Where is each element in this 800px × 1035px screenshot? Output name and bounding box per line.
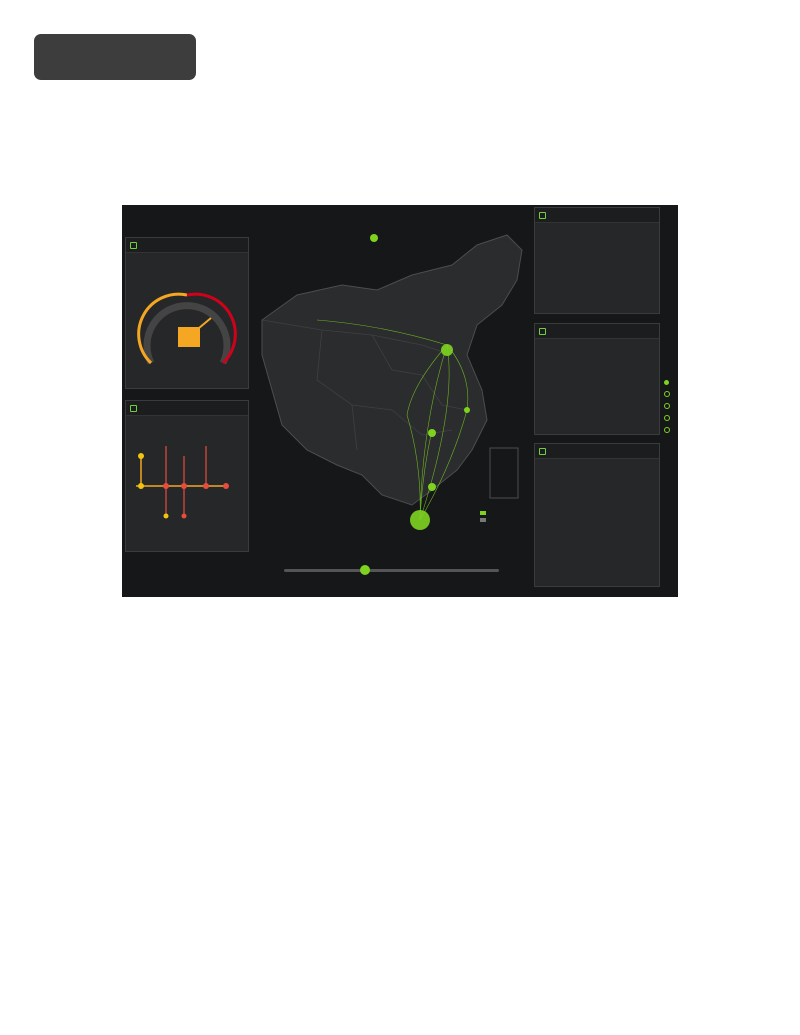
event-table xyxy=(535,459,659,463)
asset-risk-chart xyxy=(535,339,659,435)
event-list-panel xyxy=(534,443,660,587)
dashboard-title xyxy=(370,233,381,242)
dashboard-screenshot xyxy=(122,205,678,597)
risk-panel-title xyxy=(126,238,248,253)
map-legend-world xyxy=(480,517,488,524)
event-type-pie xyxy=(535,223,659,313)
map-legend xyxy=(480,510,488,524)
attack-chain-diagram xyxy=(126,416,248,550)
risk-panel xyxy=(125,237,249,389)
risk-gauge xyxy=(126,253,248,387)
event-type-panel xyxy=(534,207,660,314)
section-heading xyxy=(118,94,138,113)
timeline-track[interactable] xyxy=(284,569,499,572)
attack-chain-title xyxy=(126,401,248,416)
attack-chain-panel xyxy=(125,400,249,552)
refresh-icon xyxy=(370,234,378,242)
asset-risk-panel xyxy=(534,323,660,435)
event-type-title xyxy=(535,208,659,223)
asset-risk-title xyxy=(535,324,659,339)
event-list-title xyxy=(535,444,659,459)
timeline-handle[interactable] xyxy=(360,565,370,575)
map-legend-china xyxy=(480,510,488,517)
watermark-badge xyxy=(34,34,196,80)
page-dots[interactable] xyxy=(664,380,670,433)
